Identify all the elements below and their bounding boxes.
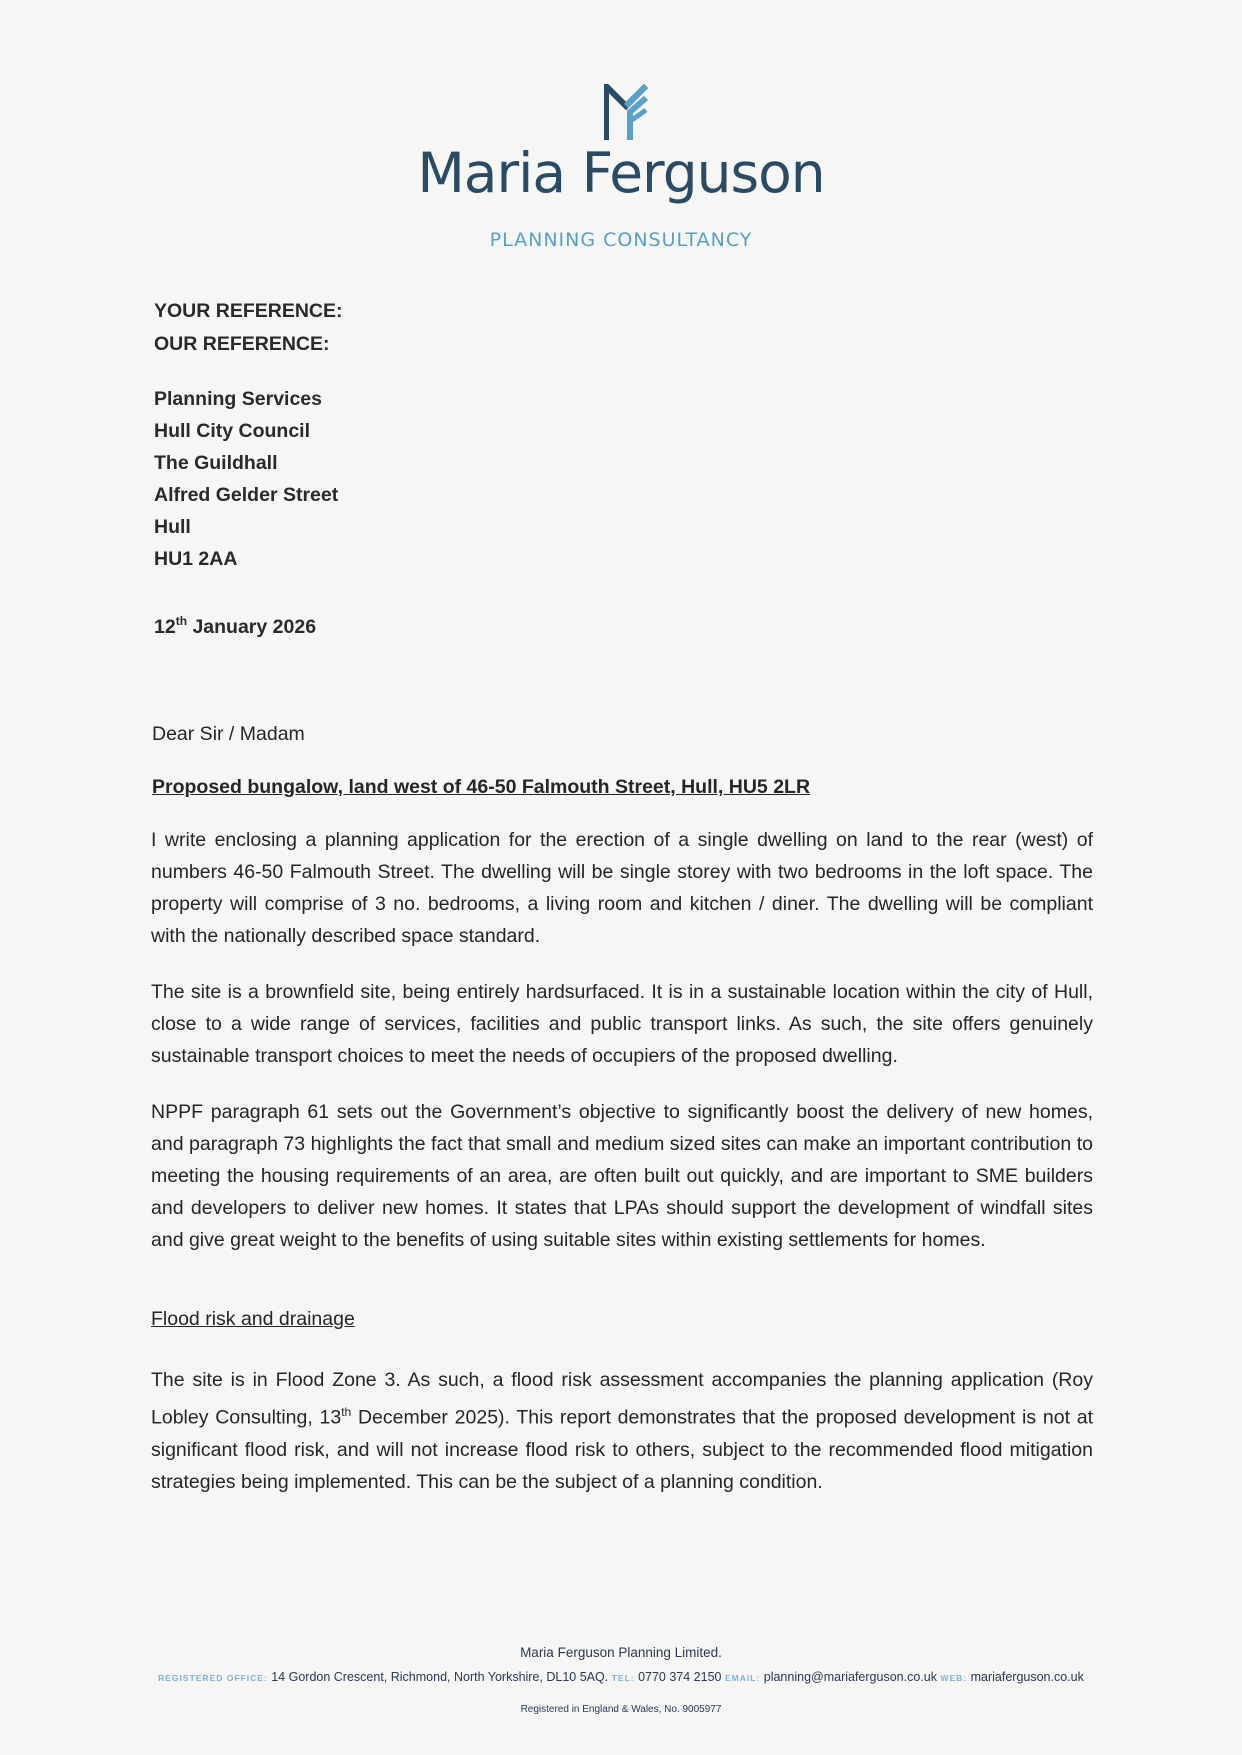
footer-office: 14 Gordon Crescent, Richmond, North Yorkshire, DL10 5AQ. bbox=[271, 1670, 609, 1684]
date-day: 12 bbox=[154, 616, 176, 638]
footer-email-label: EMAIL: bbox=[724, 1673, 761, 1683]
subject-line: Proposed bungalow, land west of 46-50 Falmouth Street, Hull, HU5 2LR bbox=[152, 776, 811, 798]
letter-date bbox=[154, 614, 316, 639]
brand-tagline: PLANNING CONSULTANCY bbox=[489, 229, 753, 251]
footer-web-label: WEB: bbox=[940, 1673, 968, 1683]
footer-tel-label: TEL: bbox=[611, 1673, 635, 1683]
flood-text-after: December 2025). This report demonstrates that the proposed development is not at significant flood risk, and will not increase flood risk to others, subject to the recommended flood mitigation strategies being implemented. This can be the subject of a planning condition. bbox=[151, 1406, 1093, 1493]
footer-company: Maria Ferguson Planning Limited. bbox=[520, 1645, 722, 1660]
body-paragraph: I write enclosing a planning application for the erection of a single dwelling on land to the rear (west) of numbers 46-50 Falmouth Street. The dwelling will be single storey with two bedrooms in the loft space. The property will comprise of 3 no. bedrooms, a living room and kitchen / diner. The dwelling will be compliant with the nationally described space standard. bbox=[151, 829, 1093, 947]
brand-name: Maria Ferguson bbox=[417, 141, 825, 205]
body-paragraph: NPPF paragraph 61 sets out the Government’s objective to significantly boost the delivery of new homes, and paragraph 73 highlights the fact that small and medium sized sites can make an important contribution to meeting the housing requirements of an area, are often built out quickly, and are important to SME builders and developers to deliver new homes. It states that LPAs should support the development of windfall sites and give great weight to the benefits of using suitable sites within existing settlements for homes. bbox=[151, 1101, 1093, 1251]
date-rest: January 2026 bbox=[187, 616, 317, 638]
flood-risk-heading: Flood risk and drainage bbox=[151, 1308, 355, 1330]
address-line: Hull City Council bbox=[154, 420, 310, 442]
footer-contact-line bbox=[0, 1670, 1242, 1684]
footer-registration: Registered in England & Wales, No. 9005977 bbox=[520, 1704, 722, 1715]
footer-email-link[interactable]: planning@mariaferguson.co.uk bbox=[763, 1670, 937, 1684]
address-line: The Guildhall bbox=[154, 452, 278, 474]
salutation: Dear Sir / Madam bbox=[152, 723, 305, 745]
flood-text-before: The site is in Flood Zone 3. As such, a flood risk assessment accompanies the planning application (Roy Lobley Consulting, 13 bbox=[151, 1369, 1093, 1429]
footer-office-label: REGISTERED OFFICE: bbox=[158, 1673, 268, 1683]
your-reference-label: YOUR REFERENCE: bbox=[154, 300, 343, 322]
mf-logo-icon bbox=[604, 84, 650, 140]
footer-tel: 0770 374 2150 bbox=[638, 1670, 722, 1684]
body-paragraph: The site is a brownfield site, being entirely hardsurfaced. It is in a sustainable location within the city of Hull, close to a wide range of services, facilities and public transport links. As such, the site offers genuinely sustainable transport choices to meet the needs of occupiers of the proposed dwelling. bbox=[151, 981, 1093, 1067]
date-suffix: th bbox=[175, 614, 188, 628]
footer-web-link[interactable]: mariaferguson.co.uk bbox=[970, 1670, 1084, 1684]
address-line: HU1 2AA bbox=[154, 548, 238, 570]
address-line: Hull bbox=[154, 516, 191, 538]
flood-risk-paragraph bbox=[151, 1364, 1093, 1498]
our-reference-label: OUR REFERENCE: bbox=[154, 333, 330, 355]
address-line: Planning Services bbox=[154, 388, 322, 410]
address-line: Alfred Gelder Street bbox=[154, 484, 339, 506]
flood-text-sup: th bbox=[341, 1405, 352, 1419]
